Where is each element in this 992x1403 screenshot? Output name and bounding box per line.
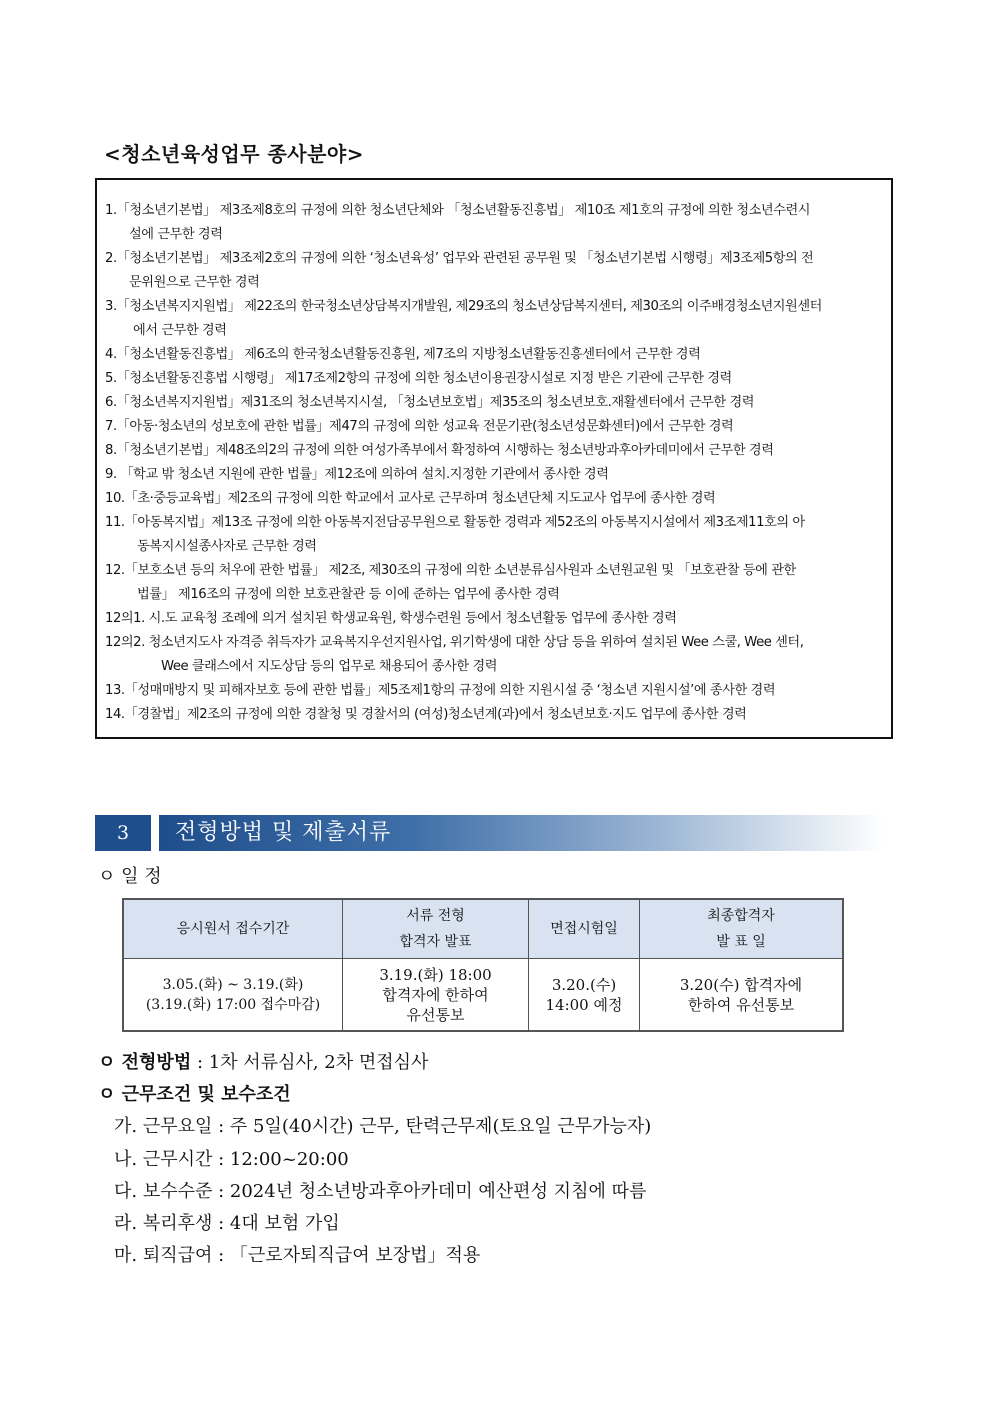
list-item bbox=[105, 439, 881, 463]
list-item-continuation: 법률」 제16조의 규정에 의한 보호관찰관 등 이에 준하는 업무에 종사한 경력 bbox=[137, 587, 560, 602]
cell-line: 3.19.(화) 18:00 bbox=[379, 965, 492, 984]
list-item-continuation: 설에 근무한 경력 bbox=[129, 227, 223, 242]
cell-line: 응시원서 접수기간 bbox=[176, 921, 290, 937]
condition-line: 나. 근무시간 : 12:00~20:00 bbox=[114, 1149, 349, 1170]
data-cell bbox=[640, 959, 844, 1032]
section-heading: <청소년육성업무 종사분야> bbox=[104, 142, 364, 166]
schedule-table bbox=[122, 898, 844, 1032]
header-cell bbox=[123, 899, 343, 959]
cell-line: 14:00 예정 bbox=[545, 995, 623, 1014]
cell-line: 면접시험일 bbox=[550, 921, 618, 937]
list-item bbox=[105, 343, 881, 367]
header-cell bbox=[343, 899, 529, 959]
list-item-text: 10.「초·중등교육법」제2조의 규정에 의한 학교에서 교사로 근무하며 청소년단체 지도교사 업무에 종사한 경력 bbox=[105, 491, 716, 506]
list-item bbox=[105, 463, 881, 487]
cell-line: (3.19.(화) 17:00 접수마감) bbox=[145, 996, 321, 1013]
section-title: 전형방법 및 제출서류 bbox=[175, 820, 392, 845]
list-item bbox=[105, 559, 881, 607]
list-item bbox=[105, 415, 881, 439]
list-item-text: 7.「아동·청소년의 성보호에 관한 법률」제47의 규정에 의한 성교육 전문기관(청소년성문화센터)에서 근무한 경력 bbox=[105, 419, 734, 434]
list-item-text: 1.「청소년기본법」 제3조제8호의 규정에 의한 청소년단체와 「청소년활동진흥법」 제10조 제1호의 규정에 의한 청소년수련시 bbox=[105, 203, 811, 218]
data-cell bbox=[123, 959, 343, 1032]
list-item-continuation: 에서 근무한 경력 bbox=[133, 323, 227, 338]
section-3-header bbox=[95, 815, 883, 851]
list-item bbox=[105, 367, 881, 391]
list-item bbox=[105, 703, 881, 727]
header-cell bbox=[529, 899, 640, 959]
section-number: 3 bbox=[95, 815, 151, 851]
list-item bbox=[105, 511, 881, 559]
data-cell bbox=[529, 959, 640, 1032]
cell-line: 3.05.(화) ~ 3.19.(화) bbox=[162, 976, 304, 993]
list-item-text: 12의1. 시.도 교육청 조례에 의거 설치된 학생교육원, 학생수련원 등에서 청소년활동 업무에 종사한 경력 bbox=[105, 611, 677, 626]
header-cell bbox=[640, 899, 844, 959]
list-item-text: 14.「경찰법」제2조의 규정에 의한 경찰청 및 경찰서의 (여성)청소년계(과)에서 청소년보호·지도 업무에 종사한 경력 bbox=[105, 707, 747, 722]
condition-line: 라. 복리후생 : 4대 보험 가입 bbox=[114, 1213, 340, 1234]
list-item bbox=[105, 199, 881, 247]
cell-line: 3.20(수) 합격자에 bbox=[679, 975, 803, 994]
condition-line: 가. 근무요일 : 주 5일(40시간) 근무, 탄력근무제(토요일 근무가능자) bbox=[114, 1116, 652, 1137]
condition-line: 다. 보수수준 : 2024년 청소년방과후아카데미 예산편성 지침에 따름 bbox=[114, 1181, 647, 1202]
cell-line: 한하여 유선통보 bbox=[687, 995, 795, 1014]
cell-line: 발 표 일 bbox=[716, 934, 766, 950]
list-item bbox=[105, 391, 881, 415]
list-item bbox=[105, 487, 881, 511]
schedule-data-row bbox=[123, 959, 843, 1032]
cell-line: 합격자에 한하여 bbox=[382, 985, 489, 1004]
list-item-text: 12.「보호소년 등의 처우에 관한 법률」 제2조, 제30조의 규정에 의한 소년분류심사원과 소년원교원 및 「보호관찰 등에 관한 bbox=[105, 563, 796, 578]
list-item bbox=[105, 679, 881, 703]
method-value: : 1차 서류심사, 2차 면접심사 bbox=[191, 1052, 429, 1073]
method-label: ㅇ 전형방법 bbox=[98, 1052, 192, 1073]
method-line bbox=[98, 1048, 428, 1074]
list-item bbox=[105, 607, 881, 631]
list-item-text: 3.「청소년복지지원법」 제22조의 한국청소년상담복지개발원, 제29조의 청소년상담복지센터, 제30조의 이주배경청소년지원센터 bbox=[105, 299, 822, 314]
schedule-bullet: ㅇ 일 정 bbox=[98, 866, 162, 887]
list-item-continuation: Wee 클래스에서 지도상담 등의 업무로 채용되어 종사한 경력 bbox=[161, 659, 497, 674]
list-item-text: 8.「청소년기본법」제48조의2의 규정에 의한 여성가족부에서 확정하여 시행하는 청소년방과후아카데미에서 근무한 경력 bbox=[105, 443, 774, 458]
list-item bbox=[105, 295, 881, 343]
career-fields-box bbox=[95, 178, 893, 739]
list-item-text: 2.「청소년기본법」 제3조제2호의 규정에 의한 ‘청소년육성’ 업무와 관련된 공무원 및 「청소년기본법 시행령」제3조제5항의 전 bbox=[105, 251, 814, 266]
list-item-continuation: 동복지시설종사자로 근무한 경력 bbox=[137, 539, 317, 554]
list-item-continuation: 문위원으로 근무한 경력 bbox=[129, 275, 260, 290]
list-item-text: 11.「아동복지법」제13조 규정에 의한 아동복지전담공무원으로 활동한 경력과 제52조의 아동복지시설에서 제3조제11호의 아 bbox=[105, 515, 805, 530]
list-item bbox=[105, 247, 881, 295]
list-item-text: 6.「청소년복지지원법」제31조의 청소년복지시설, 「청소년보호법」제35조의 청소년보호.재활센터에서 근무한 경력 bbox=[105, 395, 755, 410]
cell-line: 최종합격자 bbox=[707, 908, 775, 924]
list-item-text: 12의2. 청소년지도사 자격증 취득자가 교육복지우선지원사업, 위기학생에 대한 상담 등을 위하여 설치된 Wee 스쿨, Wee 센터, bbox=[105, 635, 804, 650]
conditions-label: ㅇ 근무조건 및 보수조건 bbox=[98, 1084, 291, 1105]
list-item-text: 5.「청소년활동진흥법 시행령」 제17조제2항의 규정에 의한 청소년이용권장시설로 지정 받은 기관에 근무한 경력 bbox=[105, 371, 732, 386]
cell-line: 서류 전형 bbox=[406, 908, 465, 924]
list-item bbox=[105, 631, 881, 679]
list-item-text: 9. 「학교 밖 청소년 지원에 관한 법률」제12조에 의하여 설치.지정한 기관에서 종사한 경력 bbox=[105, 467, 609, 482]
cell-line: 3.20.(수) bbox=[551, 975, 617, 994]
data-cell bbox=[343, 959, 529, 1032]
list-item-text: 4.「청소년활동진흥법」 제6조의 한국청소년활동진흥원, 제7조의 지방청소년활동진흥센터에서 근무한 경력 bbox=[105, 347, 701, 362]
list-item-text: 13.「성매매방지 및 피해자보호 등에 관한 법률」제5조제1항의 규정에 의한 지원시설 중 ‘청소년 지원시설’에 종사한 경력 bbox=[105, 683, 776, 698]
schedule-header-row bbox=[123, 899, 843, 959]
cell-line: 유선통보 bbox=[406, 1005, 465, 1024]
conditions-heading bbox=[98, 1080, 291, 1106]
cell-line: 합격자 발표 bbox=[399, 934, 472, 950]
condition-line: 마. 퇴직급여 : 「근로자퇴직급여 보장법」적용 bbox=[114, 1245, 481, 1266]
